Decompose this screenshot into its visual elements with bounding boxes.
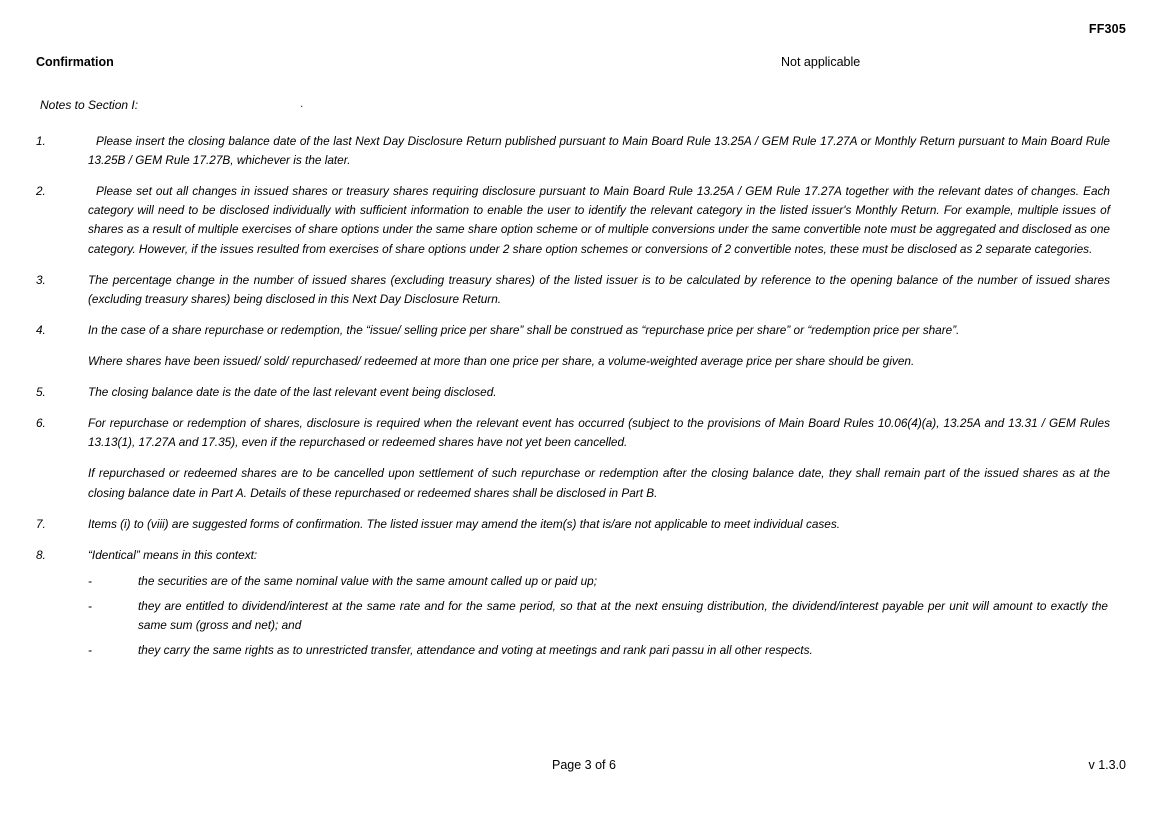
note-item <box>36 321 1110 371</box>
note-item <box>36 546 1110 661</box>
note-item <box>36 271 1110 309</box>
note-sublist <box>88 572 1110 660</box>
note-number: 3. <box>36 272 46 287</box>
sublist-item <box>88 641 1110 660</box>
note-body <box>88 132 1110 170</box>
note-paragraph: If repurchased or redeemed shares are to be cancelled upon settlement of such repurchase or redemption after the closing balance date, they shall remain part of the issued shares as at the closing balance date in Part A. Details of these repurchased or redeemed shares shall be disclosed in Part B. <box>88 466 1110 500</box>
note-body <box>88 383 1110 402</box>
note-paragraph: Items (i) to (viii) are suggested forms of confirmation. The listed issuer may amend the item(s) that is/are not applicable to meet individual cases. <box>88 516 841 531</box>
note-number: 6. <box>36 416 46 431</box>
sublist-text: the securities are of the same nominal value with the same amount called up or paid up; <box>138 573 598 588</box>
note-body <box>88 546 1110 661</box>
notes-list <box>36 132 1110 672</box>
sublist-item <box>88 572 1110 591</box>
note-paragraph: The percentage change in the number of issued shares (excluding treasury shares) of the listed issuer is to be calculated by reference to the opening balance of the number of issued shares (excluding treasury shares) being disclosed in this Next Day Disclosure Return. <box>88 272 1110 306</box>
footer-page-number: Page 3 of 6 <box>552 758 616 772</box>
sublist-marker: - <box>88 573 92 588</box>
note-item <box>36 182 1110 258</box>
confirmation-label: Confirmation <box>36 55 114 69</box>
note-paragraph: In the case of a share repurchase or redemption, the “issue/ selling price per share” shall be construed as “repurchase price per share” or “redemption price per share”. <box>88 322 960 337</box>
confirmation-row <box>36 55 1126 73</box>
note-body <box>88 515 1110 534</box>
note-item <box>36 414 1110 502</box>
note-number: 5. <box>36 385 46 400</box>
note-body <box>88 182 1110 258</box>
note-paragraph: Where shares have been issued/ sold/ repurchased/ redeemed at more than one price per share, a volume-weighted average price per share should be given. <box>88 353 915 368</box>
sublist-marker: - <box>88 643 92 658</box>
note-paragraph: The closing balance date is the date of the last relevant event being disclosed. <box>88 385 497 400</box>
note-body <box>88 271 1110 309</box>
sublist-marker: - <box>88 598 92 613</box>
note-body <box>88 414 1110 502</box>
sublist-text: they are entitled to dividend/interest at the same rate and for the same period, so that at the next ensuing distribution, the dividend/interest payable per unit will amount to exactly the same sum (gross and net); and <box>138 598 1108 633</box>
note-paragraph: Please insert the closing balance date of the last Next Day Disclosure Return published pursuant to Main Board Rule 13.25A / GEM Rule 17.27A or Monthly Return pursuant to Main Board Rule 13.25B / GEM Rule 17.27B, whichever is the later. <box>88 134 1110 168</box>
stray-mark: . <box>300 96 304 110</box>
form-code: FF305 <box>1088 22 1126 36</box>
sublist-text: they carry the same rights as to unrestricted transfer, attendance and voting at meetings and rank pari passu in all other respects. <box>138 643 813 658</box>
note-number: 8. <box>36 547 46 562</box>
note-paragraph: Please set out all changes in issued shares or treasury shares requiring disclosure pursuant to Main Board Rule 13.25A / GEM Rule 17.27A together with the relevant dates of changes. Each category will need to be disclosed individually with sufficient information to enable the user to identify the relevant category in the listed issuer's Monthly Return. For example, multiple issues of shares as a result of multiple exercises of share options under the same share option scheme or of multiple conversions under the same convertible note must be aggregated and disclosed as one category. However, if the issues resulted from exercises of share options under 2 share option schemes or conversions of 2 convertible notes, these must be disclosed as 2 separate categories. <box>88 184 1110 256</box>
note-paragraph: “Identical” means in this context: <box>88 547 258 562</box>
note-item <box>36 132 1110 170</box>
note-paragraph: For repurchase or redemption of shares, disclosure is required when the relevant event has occurred (subject to the provisions of Main Board Rules 10.06(4)(a), 13.25A and 13.31 / GEM Rules 13.13(1), 17.27A and 17.35), even if the repurchased or redeemed shares have not yet been cancelled. <box>88 416 1110 450</box>
note-number: 2. <box>36 184 46 199</box>
note-number: 4. <box>36 322 46 337</box>
note-item <box>36 383 1110 402</box>
sublist-item <box>88 597 1110 635</box>
notes-heading: Notes to Section I: <box>40 98 139 112</box>
note-number: 1. <box>36 134 46 148</box>
confirmation-value: Not applicable <box>781 55 861 69</box>
footer-version: v 1.3.0 <box>1088 758 1126 772</box>
note-body <box>88 321 1110 371</box>
note-item <box>36 515 1110 534</box>
note-number: 7. <box>36 516 46 531</box>
